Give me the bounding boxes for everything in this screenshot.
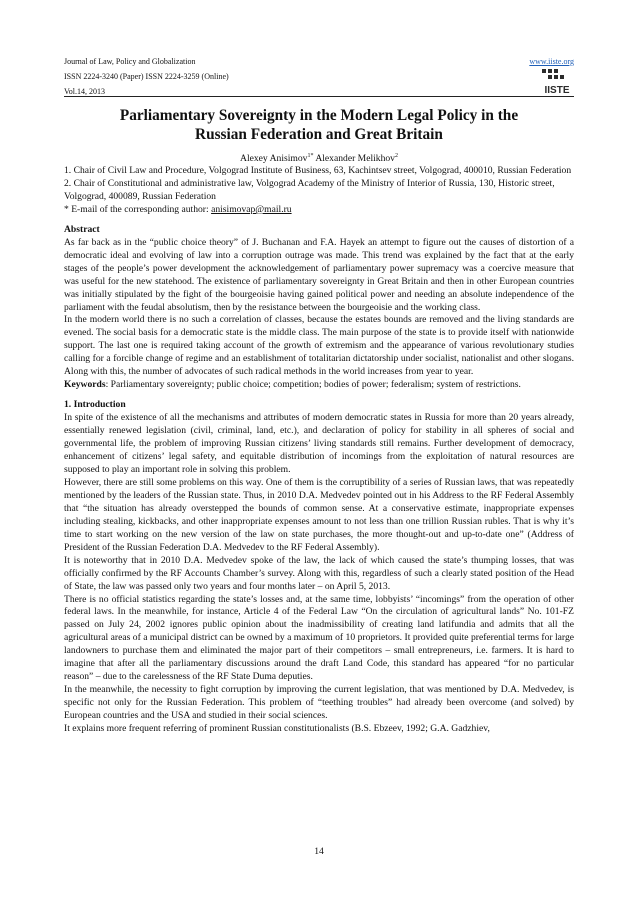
affiliation-1: 1. Chair of Civil Law and Procedure, Volgograd Institute of Business, 63, Kachintsev street, Volgograd, 400010, Russian Federation bbox=[64, 165, 572, 176]
logo-wordmark: IISTE bbox=[544, 85, 570, 96]
issn-line: ISSN 2224-3240 (Paper) ISSN 2224-3259 (Online) bbox=[64, 72, 229, 81]
author-2: Alexander Melikhov bbox=[315, 153, 395, 164]
keywords bbox=[64, 379, 574, 392]
article-body bbox=[64, 165, 574, 736]
author-2-mark: 2 bbox=[394, 152, 398, 159]
page-number: 14 bbox=[314, 846, 324, 857]
journal-name: Journal of Law, Policy and Globalization bbox=[64, 57, 196, 66]
section-heading-introduction: 1. Introduction bbox=[64, 399, 126, 411]
volume-line: Vol.14, 2013 bbox=[64, 87, 105, 96]
abstract-heading: Abstract bbox=[64, 223, 100, 235]
title-line-1: Parliamentary Sovereignty in the Modern Legal Policy in the bbox=[119, 107, 519, 124]
intro-paragraph-1: In spite of the existence of all the mechanisms and attributes of modern democratic states in Russia for more than 20 years already, essentially renewed legislation (civil, criminal, land, etc.), and declaration of policy for stability in all spheres of social and governmental life, the problem of improving Russian citizens’ living standards still remains. Further development of democracy, enhancement of citizens’ legal safety, and equitable distribution of incomings from the exploitation of natural resources are supposed to play an important role in solving this problem. bbox=[64, 412, 574, 475]
header-divider bbox=[64, 96, 574, 97]
author-line bbox=[64, 152, 574, 165]
author-1: Alexey Anisimov bbox=[240, 153, 308, 164]
intro-paragraph-5: In the meanwhile, the necessity to fight corruption by improving the current legislation, that was mentioned by D.A. Medvedev, is specific not only for the Russian Federation. This problem of “teething troubles” had already been overcome (and solved) by European countries and the USA and studied in their social sciences. bbox=[64, 684, 574, 722]
affiliation-2: 2. Chair of Constitutional and administrative law, Volgograd Academy of the Ministry of Interior of Russia, 130, Historic street, Volgograd, 400089, Russian Federation bbox=[64, 177, 555, 202]
intro-paragraph-6: It explains more frequent referring of prominent Russian constitutionalists (B.S. Ebzeev, 1992; G.A. Gadzhiev, bbox=[64, 723, 490, 735]
keywords-text: : Parliamentary sovereignty; public choice; competition; bodies of power; federalism; system of restrictions. bbox=[105, 379, 521, 391]
email-link[interactable]: anisimovap@mail.ru bbox=[211, 203, 292, 215]
author-1-mark: 1* bbox=[307, 152, 314, 159]
intro-paragraph-4: There is no official statistics regarding the state’s losses and, at the same time, lobbyists’ “incomings” from the operation of other federal laws. In the meanwhile, for instance, Article 4 of the Federal Law “On the circulation of agricultural lands” No. 101-FZ passed on July 24, 2002 ignores public opinion about the inadmissibility of creating land latifundia and admits that all the agricultural areas of a municipal district can be owned by a maximum of 10 proprietors. It provided quite preferential terms for large landowners to purchase them and eliminated the major part of their competitors – small entrepreneurs, i.e. farmers. It is hard to imagine that after all the parliamentary discussions around the draft Land Code, this standard has appeared “for no particular reason” – due to the carelessness of the RF State Duma deputies. bbox=[64, 593, 574, 683]
email-prefix: * E-mail of the corresponding author: bbox=[64, 203, 212, 215]
corresponding-email-line bbox=[64, 204, 574, 217]
intro-paragraph-2: However, there are still some problems on this way. One of them is the corruptibility of a series of Russian laws, that was repeatedly mentioned by the leaders of the Russian state. Thus, in 2010 D.A. Medvedev pointed out in his Address to the RF Federal Assembly that “the situation has already overstepped the bounds of common sense. At a conservative estimate, inappropriate expenses including stealing, kickbacks, and other inappropriate expenses amount to not less than one trillion Russian rubles. That is why it’s time to start working on the new version of the law on state purchases, the more thought-out and up-to-date one” (Address of President of the Russian Federation D.A. Medvedev to the RF Federal Assembly). bbox=[64, 476, 574, 553]
keywords-label: Keywords bbox=[64, 379, 106, 391]
journal-url-link[interactable]: www.iiste.org bbox=[529, 57, 574, 66]
title-line-2: Russian Federation and Great Britain bbox=[195, 126, 443, 143]
paper-title bbox=[64, 106, 574, 144]
abstract-paragraph-2: In the modern world there is no such a correlation of classes, because the estates bounds are removed and the living standards are evened. The social basis for a democratic state is the middle class. The main purpose of the state is to provide itself with nationwide support. The last one is required taking account of the growth of extremism and the appearance of various revolutionary studies calling for a forcible change of regime and an establishment of totalitarian dictatorship under socialist, nationalist and other slogans. Along with this, the number of advocates of such radical methods in the world increases from year to year. bbox=[64, 314, 574, 378]
iiste-logo bbox=[538, 68, 576, 96]
intro-paragraph-3: It is noteworthy that in 2010 D.A. Medvedev spoke of the law, the lack of which caused the state’s thumping losses, that was officially confirmed by the RF Accounts Chamber’s survey. Along with this, regardless of such a clearly stated position of the Head of State, the law was passed only two years and four months later – on April 5, 2013. bbox=[64, 554, 574, 592]
abstract-paragraph-1: As far back as in the “public choice theory” of J. Buchanan and F.A. Hayek an attempt to figure out the causes of distortion of a democratic ideal and evolving of law into a corruption outrage was made. This trend was explained by the fact that at the early stages of the people’s power development the acknowledgement of parliamentary power supremacy was a coercive measure that was useful for the new statehood. The existence of parliamentary sovereignty in Great Britain and then in other European countries was initially stipulated by the fight of the bourgeoisie having gained political power and needing an absolute independence of the parliament with the feudal absolutism, then by the resistance between the bourgeoisie and the working class. bbox=[64, 236, 574, 313]
